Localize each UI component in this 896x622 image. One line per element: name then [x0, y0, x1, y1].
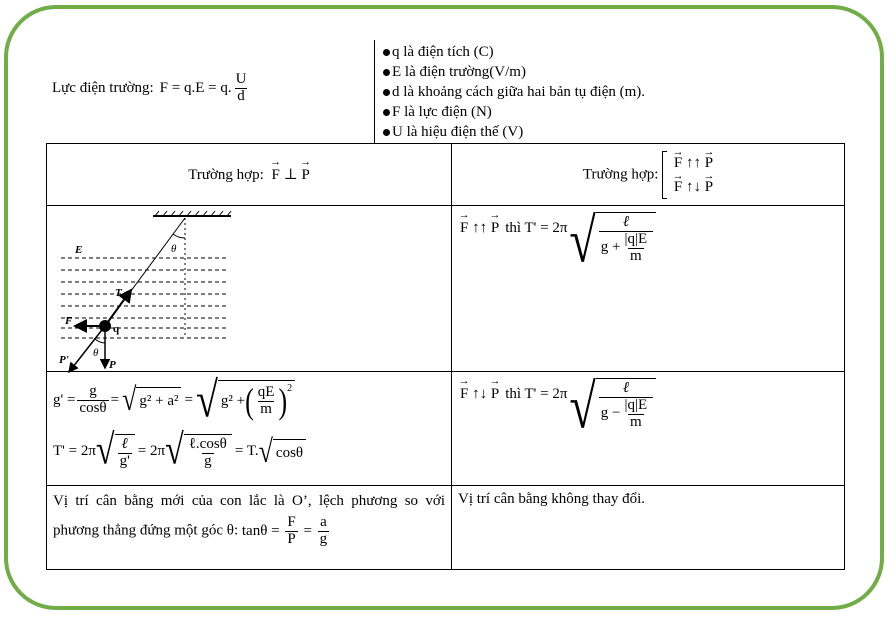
theta-label: θ [171, 243, 177, 255]
force-label: Lực điện trường: [52, 79, 154, 96]
tension-label: T [115, 287, 122, 299]
force-frac-num: U [235, 71, 247, 87]
same-direction-cell: → F ↑↑ → P thì T' = 2π √ ℓ g + $\frac{|q|E}{m}$ [452, 206, 845, 372]
variable-list [383, 42, 645, 142]
bullet-icon [383, 89, 390, 96]
new-equilibrium-cell: Vị trí cân bằng mới của con lắc là O’, lệch phương so với phương thẳng đứng một góc θ: tanθ = $\frac{F}{P}$ = $\frac{a}{g}$ [47, 486, 452, 570]
angle-arc [95, 339, 105, 343]
charge-label: q [113, 323, 120, 335]
force-formula [52, 72, 250, 105]
weight-label: P [109, 359, 116, 371]
unchanged-equilibrium-cell: Vị trí cân bằng không thay đổi. [452, 486, 845, 570]
t-prime-formula: T' = 2π √ $\frac{\text{ℓ}}{g'}$ = 2π √ $\frac{\text{ℓ.cosθ}}{g}$ = T. √ cosθ [53, 434, 306, 470]
list-item: E là điện trường(V/m) [383, 62, 645, 82]
perpendicular-formula-cell [47, 372, 452, 486]
table-row [47, 486, 845, 570]
force-label-diagram: F [65, 315, 73, 327]
field-label: E [75, 244, 83, 256]
opposite-direction-cell: → F ↑↓ → P thì T' = 2π √ ℓ g − $\frac{|q|E}{m}$ [452, 372, 845, 486]
pendulum-diagram-cell [47, 206, 452, 372]
period-formula-same: √ ℓ g + $\frac{|q|E}{m}$ [569, 212, 656, 266]
bullet-icon [383, 129, 390, 136]
bullet-icon [383, 109, 390, 116]
pendulum-bob [99, 320, 111, 332]
apparent-weight-label: P' [59, 354, 69, 366]
bullet-icon [383, 69, 390, 76]
angle-arc [173, 234, 185, 238]
table-row [47, 372, 845, 486]
apparent-weight-vector [69, 326, 105, 372]
theta-label: θ [93, 347, 99, 359]
g-prime-formula: g' = $\frac{g}{\cos\theta}$ = √ g² + a² = √ g² + ( $\frac{qE}{m}$ ) $^2$ [53, 380, 295, 420]
bullet-icon [383, 49, 390, 56]
cases-table [46, 143, 845, 570]
case-perpendicular-heading: Trường hợp: → F ⊥ → P [47, 144, 452, 206]
case-parallel-heading: Trường hợp: → F ↑↑ → P → F ↑↓ → P [452, 144, 845, 206]
table-row [47, 144, 845, 206]
pendulum-diagram [55, 208, 255, 374]
header-divider [374, 40, 375, 143]
period-formula-opposite: √ ℓ g − $\frac{|q|E}{m}$ [569, 378, 656, 432]
list-item: U là hiệu điện thế (V) [383, 122, 645, 142]
list-item: F là lực điện (N) [383, 102, 645, 122]
brace-icon [662, 151, 667, 199]
force-fraction [234, 72, 249, 105]
list-item: d là khoảng cách giữa hai bản tụ điện (m). [383, 82, 645, 102]
list-item: q là điện tích (C) [383, 42, 645, 62]
force-frac-den: d [237, 87, 245, 104]
table-row [47, 206, 845, 372]
force-equation: F = q.E = q. [159, 79, 232, 96]
